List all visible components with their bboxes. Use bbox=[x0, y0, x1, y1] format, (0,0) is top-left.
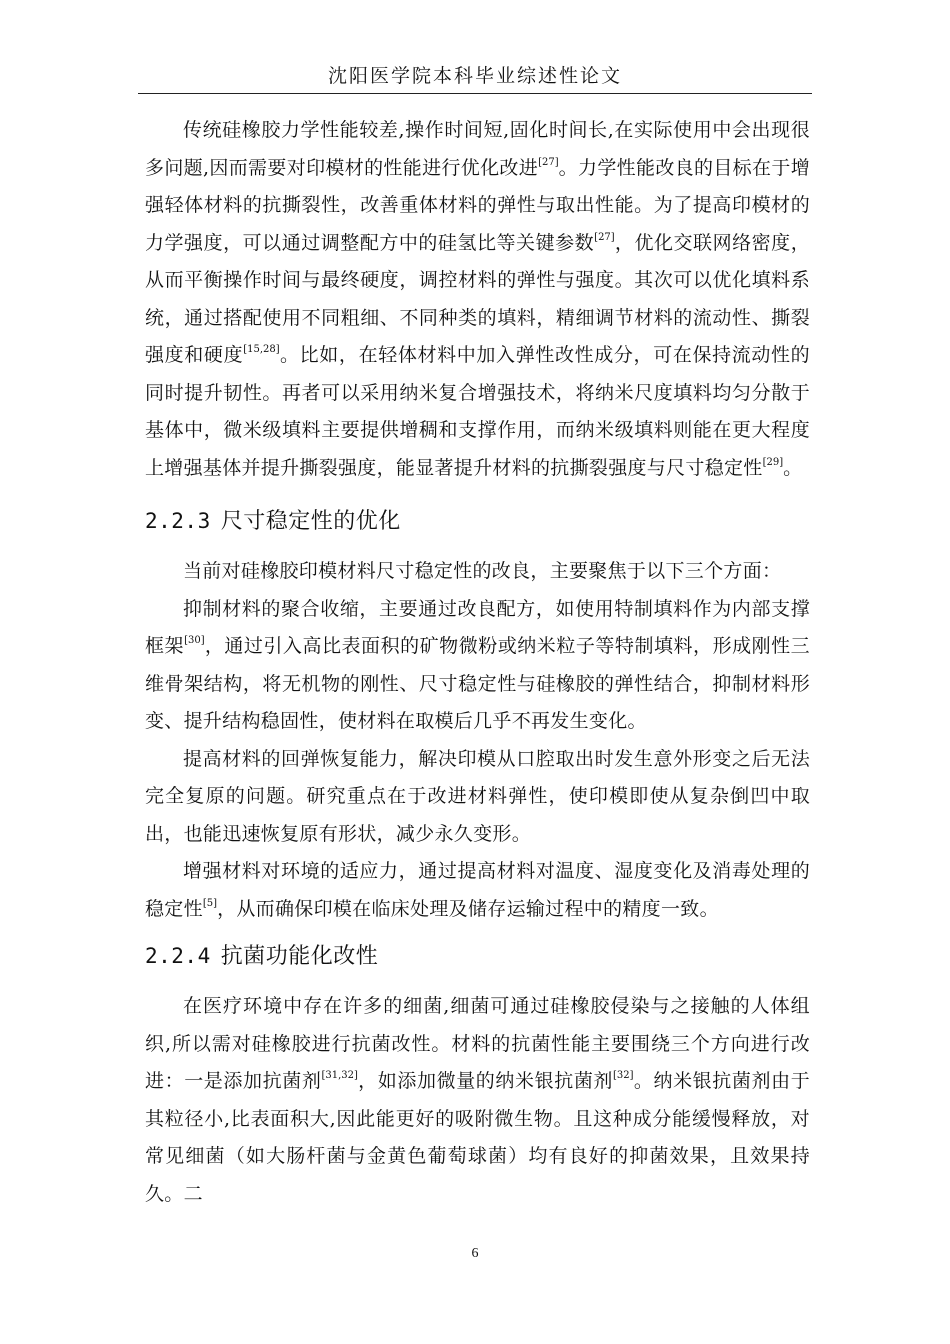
citation: [5] bbox=[202, 897, 218, 909]
section-heading-2-2-4: 2.2.4 抗菌功能化改性 bbox=[145, 944, 379, 969]
paragraph-antibacterial: 在医疗环境中存在许多的细菌,细菌可通过硅橡胶侵染与之接触的人体组织,所以需对硅橡胶进行抗菌改性。材料的抗菌性能主要围绕三个方向进行改进：一是添加抗菌剂[31,32]，如添加微量的纳米银抗菌剂[32]。纳米银抗菌剂由于其粒径小,比表面积大,因此能更好的吸附微生物。且这种成分能缓慢释放，对常见细菌（如大肠杆菌与金黄色葡萄球菌）均有良好的抑菌效果，且效果持久。二 bbox=[145, 995, 810, 1205]
paragraph-intro-dimensional: 当前对硅橡胶印模材料尺寸稳定性的改良，主要聚焦于以下三个方面： bbox=[183, 560, 782, 582]
citation: [32] bbox=[613, 1070, 634, 1081]
citation: [27] bbox=[594, 231, 615, 243]
paragraph-mechanical-properties: 传统硅橡胶力学性能较差,操作时间短,固化时间长,在实际使用中会出现很多问题,因而需要对印模材的性能进行优化改进[27]。力学性能改良的目标在于增强轻体材料的抗撕裂性，改善重体材料的弹性与取出性能。为了提高印模材的力学强度，可以通过调整配方中的硅氢比等关键参数[27]，优化交联网络密度，从而平衡操作时间与最终硬度，调控材料的弹性与强度。其次可以优化填料系统，通过搭配使用不同粗细、不同种类的填料，精细调节材料的流动性、撕裂强度和硬度[15,28]。比如，在轻体材料中加入弹性改性成分，可在保持流动性的同时提升韧性。再者可以采用纳米复合增强技术，将纳米尺度填料均匀分散于基体中，微米级填料主要提供增稠和支撑作用，而纳米级填料则能在更大程度上增强基体并提升撕裂强度，能显著提升材料的抗撕裂强度与尺寸稳定性[29]。 bbox=[145, 119, 810, 479]
page-number: 6 bbox=[471, 1246, 479, 1261]
citation: [29] bbox=[762, 456, 784, 468]
citation: [31,32] bbox=[321, 1070, 358, 1081]
citation: [27] bbox=[538, 156, 559, 168]
body-text bbox=[145, 112, 810, 1213]
paragraph-elastic-recovery: 提高材料的回弹恢复能力，解决印模从口腔取出时发生意外形变之后无法完全复原的问题。研究重点在于改进材料弹性，使印模即使从复杂倒凹中取出，也能迅速恢复原有形状，减少永久变形。 bbox=[145, 747, 810, 845]
paragraph-shrinkage: 抑制材料的聚合收缩，主要通过改良配方，如使用特制填料作为内部支撑框架[30]，通过引入高比表面积的矿物微粉或纳米粒子等特制填料，形成刚性三维骨架结构，将无机物的刚性、尺寸稳定性与硅橡胶的弹性结合，抑制材料形变、提升结构稳固性，使材料在取模后几乎不再发生变化。 bbox=[145, 597, 810, 732]
running-header: 沈阳医学院本科毕业综述性论文 bbox=[327, 65, 622, 87]
citation: [15,28] bbox=[243, 344, 280, 355]
section-heading-2-2-3: 2.2.3 尺寸稳定性的优化 bbox=[145, 509, 401, 534]
citation: [30] bbox=[184, 635, 205, 646]
paragraph-environment: 增强材料对环境的适应力，通过提高材料对温度、湿度变化及消毒处理的稳定性[5]，从而确保印模在临床处理及储存运输过程中的精度一致。 bbox=[145, 860, 810, 920]
header-rule bbox=[138, 93, 812, 94]
